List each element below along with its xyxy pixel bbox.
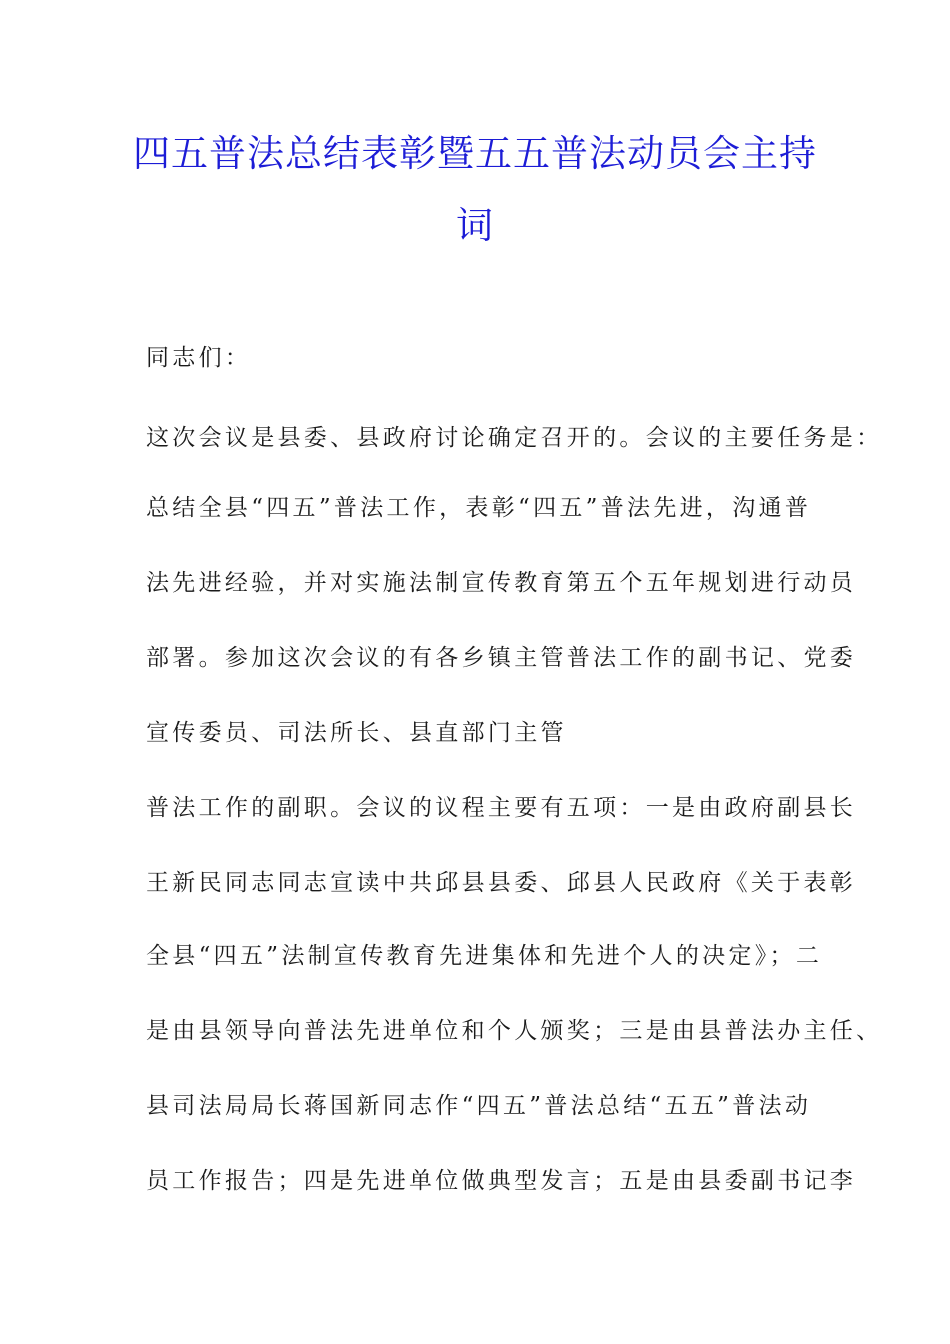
document-title-line-2: 词 [456, 204, 494, 247]
body-line: 宣传委员、司法所长、县直部门主管 [146, 720, 567, 746]
body-line: 普法工作的副职。会议的议程主要有五项：一是由政府副县长 [146, 795, 857, 821]
body-line: 部署。参加这次会议的有各乡镇主管普法工作的副书记、党委 [146, 645, 857, 671]
document-title-line-1: 四五普法总结表彰暨五五普法动员会主持 [133, 132, 817, 175]
body-line: 是由县领导向普法先进单位和个人颁奖；三是由县普法办主任、 [146, 1018, 883, 1044]
body-line: 县司法局局长蒋国新同志作“四五”普法总结“五五”普法动 [146, 1093, 812, 1119]
body-line: 王新民同志同志宣读中共邱县县委、邱县人民政府《关于表彰 [146, 870, 857, 896]
salutation: 同志们： [146, 345, 252, 371]
body-line: 总结全县“四五”普法工作，表彰“四五”普法先进，沟通普 [146, 495, 812, 521]
body-line: 员工作报告；四是先进单位做典型发言；五是由县委副书记李 [146, 1168, 857, 1194]
body-line: 法先进经验，并对实施法制宣传教育第五个五年规划进行动员 [146, 570, 857, 596]
body-line: 这次会议是县委、县政府讨论确定召开的。会议的主要任务是： [146, 425, 883, 451]
body-line: 全县“四五”法制宣传教育先进集体和先进个人的决定》；二 [146, 943, 823, 969]
